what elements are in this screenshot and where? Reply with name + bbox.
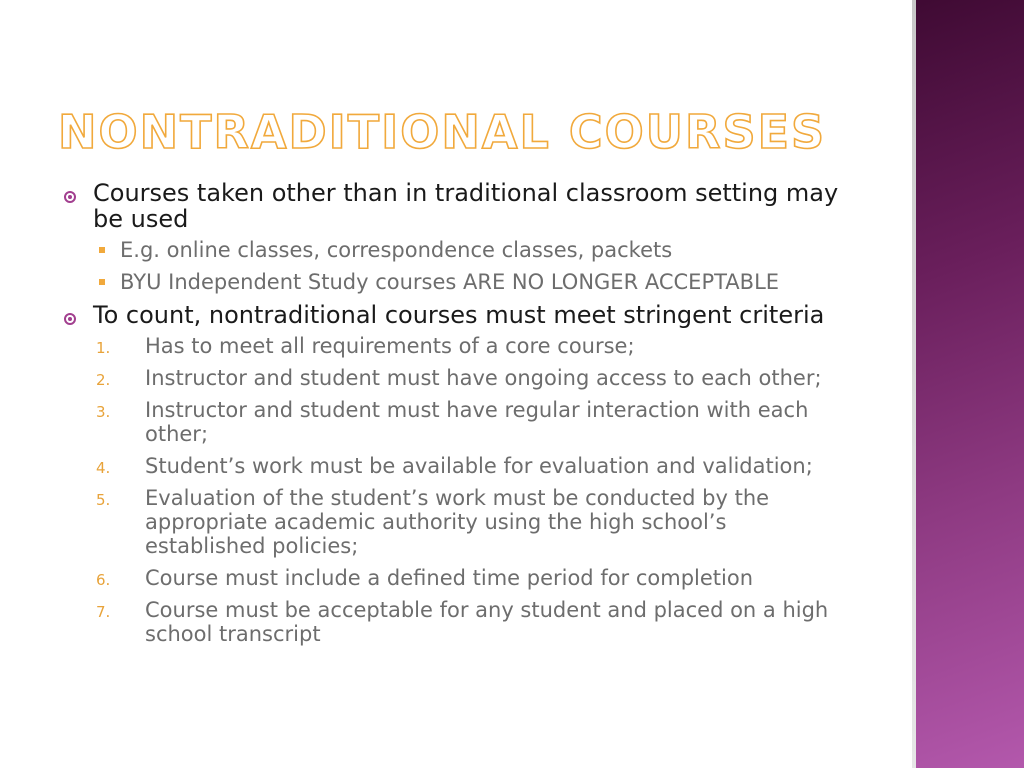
square-bullet-icon xyxy=(99,279,105,285)
item-number: 1. xyxy=(96,339,111,357)
item-number: 3. xyxy=(96,403,111,421)
decorative-side-band xyxy=(912,0,1024,768)
numbered-item-text: Has to meet all requirements of a core course; xyxy=(145,334,635,358)
sub-bullet-item xyxy=(60,238,840,262)
circle-bullet-icon xyxy=(64,313,76,325)
numbered-item-text: Instructor and student must have ongoing access to each other; xyxy=(145,366,822,390)
numbered-item xyxy=(60,454,840,478)
numbered-item-text: Instructor and student must have regular interaction with each other; xyxy=(145,398,809,446)
item-number: 2. xyxy=(96,371,111,389)
numbered-item xyxy=(60,398,840,446)
bullet-item xyxy=(60,180,840,232)
circle-bullet-icon xyxy=(64,191,76,203)
bullet-text: Courses taken other than in traditional classroom setting may be used xyxy=(93,179,839,233)
numbered-item xyxy=(60,366,840,390)
side-band-edge xyxy=(912,0,916,768)
bullet-item xyxy=(60,302,840,328)
numbered-item-text: Course must be acceptable for any student and placed on a high school transcript xyxy=(145,598,829,646)
item-number: 7. xyxy=(96,603,111,621)
item-number: 5. xyxy=(96,491,111,509)
slide-content xyxy=(60,180,840,654)
item-number: 4. xyxy=(96,459,111,477)
item-number: 6. xyxy=(96,571,111,589)
sub-bullet-text: E.g. online classes, correspondence classes, packets xyxy=(120,238,673,262)
numbered-item xyxy=(60,566,840,590)
numbered-item-text: Evaluation of the student’s work must be conducted by the appropriate academic authority using the high school’s established policies; xyxy=(145,486,770,558)
numbered-item xyxy=(60,486,840,558)
bullet-text: To count, nontraditional courses must meet stringent criteria xyxy=(93,301,825,329)
sub-bullet-item xyxy=(60,270,840,294)
numbered-item-text: Course must include a defined time period for completion xyxy=(145,566,754,590)
slide-title: NONTRADITIONAL COURSES xyxy=(58,105,827,159)
numbered-item-text: Student’s work must be available for evaluation and validation; xyxy=(145,454,813,478)
sub-bullet-text: BYU Independent Study courses ARE NO LONGER ACCEPTABLE xyxy=(120,270,780,294)
numbered-item xyxy=(60,334,840,358)
square-bullet-icon xyxy=(99,247,105,253)
numbered-item xyxy=(60,598,840,646)
